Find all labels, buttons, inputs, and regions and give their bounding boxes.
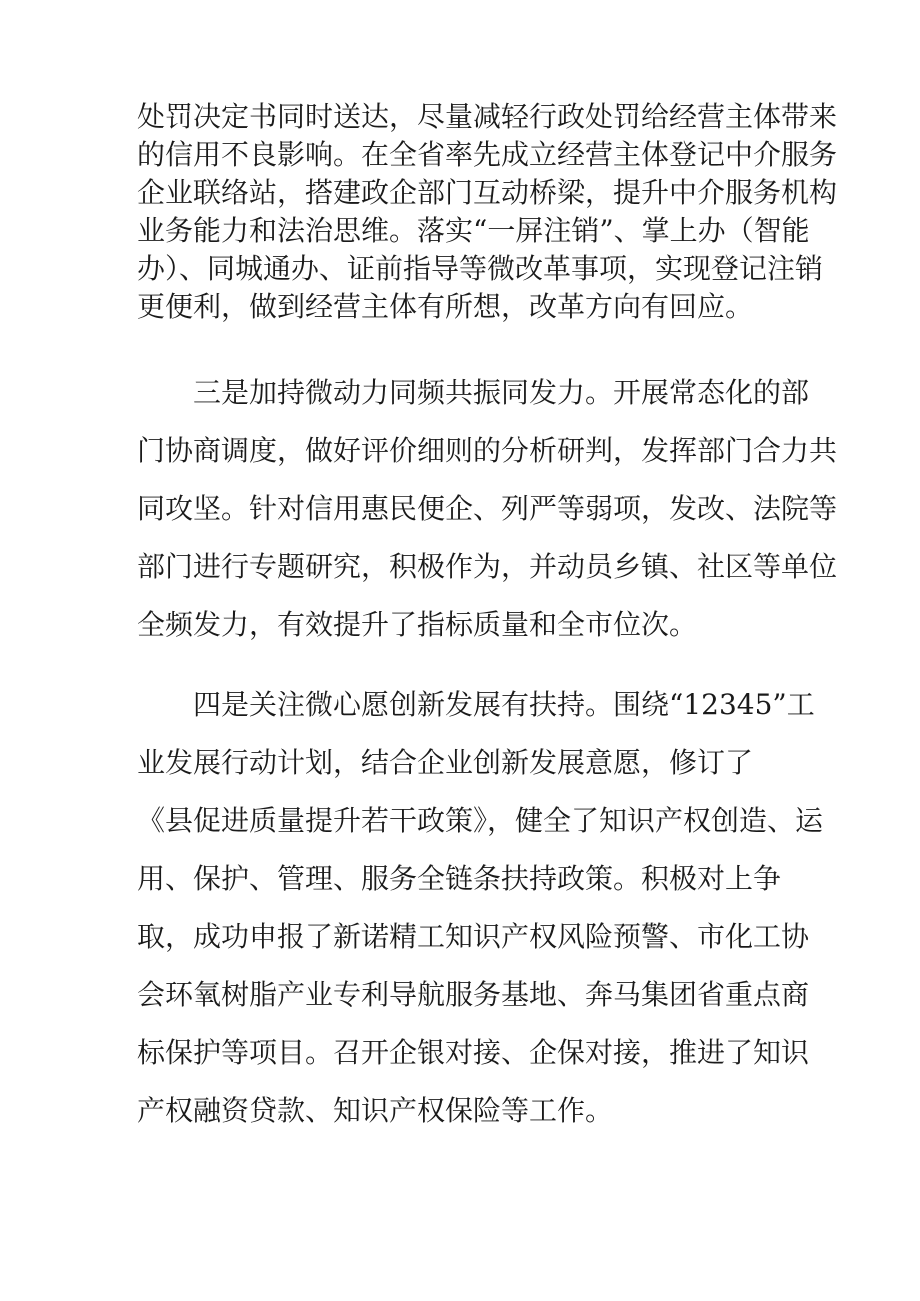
text-line: 门协商调度，做好评价细则的分析研判，发挥部门合力共 — [137, 434, 838, 467]
text-line: 企业联络站，搭建政企部门互动桥梁，提升中介服务机构 — [137, 176, 838, 209]
text-line: 会环氧树脂产业专利导航服务基地、奔马集团省重点商 — [137, 978, 810, 1011]
text-line: 更便利，做到经营主体有所想，改革方向有回应。 — [137, 290, 754, 323]
text-line: 同攻坚。针对信用惠民便企、列严等弱项，发改、法院等 — [137, 492, 838, 525]
text-line: 四是关注微心愿创新发展有扶持。围绕“12345”工 — [137, 688, 815, 721]
paragraph-point-three — [137, 364, 838, 654]
text-line: 部门进行专题研究，积极作为，并动员乡镇、社区等单位 — [137, 550, 838, 583]
text-line: 三是加持微动力同频共振同发力。开展常态化的部 — [137, 376, 810, 409]
text-line: 取，成功申报了新诺精工知识产权风险预警、市化工协 — [137, 920, 810, 953]
text-line: 的信用不良影响。在全省率先成立经营主体登记中介服务 — [137, 138, 838, 171]
text-line: 产权融资贷款、知识产权保险等工作。 — [137, 1094, 614, 1127]
text-line: 业发展行动计划，结合企业创新发展意愿，修订了 — [137, 746, 754, 779]
text-line: 《县促进质量提升若干政策》，健全了知识产权创造、运 — [137, 804, 824, 837]
paragraph-registration-reform — [137, 98, 838, 326]
text-line: 用、保护、管理、服务全链条扶持政策。积极对上争 — [137, 862, 782, 895]
text-line: 办）、同城通办、证前指导等微改革事项，实现登记注销 — [137, 252, 824, 285]
paragraph-point-four — [137, 676, 824, 1140]
text-line: 处罚决定书同时送达，尽量减轻行政处罚给经营主体带来 — [137, 100, 838, 133]
text-line: 业务能力和法治思维。落实“一屏注销”、掌上办（智能 — [137, 214, 810, 247]
text-line: 全频发力，有效提升了指标质量和全市位次。 — [137, 608, 698, 641]
text-line: 标保护等项目。召开企银对接、企保对接，推进了知识 — [137, 1036, 810, 1069]
